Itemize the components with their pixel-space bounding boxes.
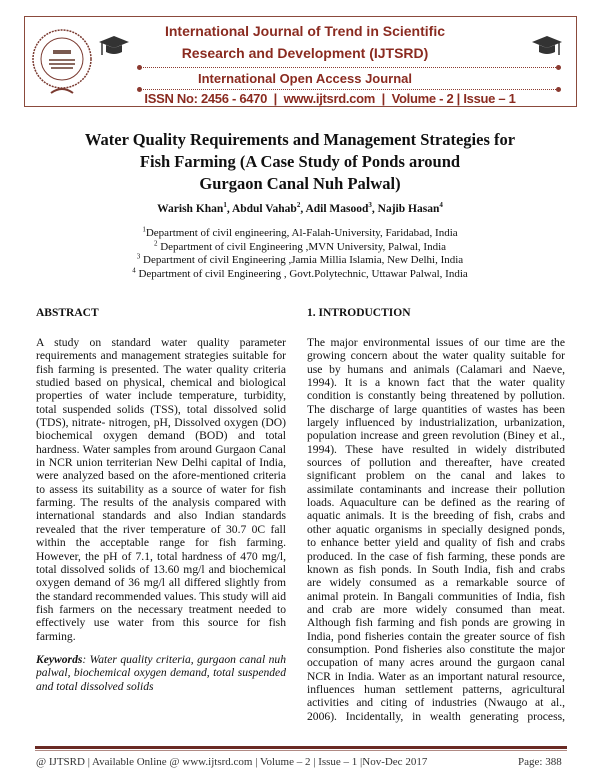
text-line: in NCR union territerian New Delhi capital of India, bbox=[36, 456, 286, 470]
text-line: 1994). These have resulted in widely distributed bbox=[307, 442, 565, 456]
author: Adil Masood bbox=[305, 203, 369, 215]
text-line: farming. bbox=[36, 629, 76, 643]
paper-title bbox=[20, 129, 580, 195]
introduction-heading: 1. INTRODUCTION bbox=[307, 307, 411, 319]
affiliation bbox=[40, 265, 560, 282]
title-line: Water Quality Requirements and Management Strategies for bbox=[84, 130, 516, 149]
author-sup: 4 bbox=[439, 201, 443, 210]
affiliation-sup: 2 bbox=[153, 238, 158, 247]
text-line: assimilate contaminants and increase their pollution bbox=[307, 482, 565, 496]
title-line: Gurgaon Canal Nuh Palwal) bbox=[199, 174, 401, 193]
affiliation-text: Department of civil engineering, Al-Falah-University, Faridabad, India bbox=[145, 227, 458, 239]
author: Abdul Vahab bbox=[231, 203, 297, 215]
text-line: growing concern about the water quality suitable for bbox=[307, 349, 565, 363]
divider bbox=[140, 67, 558, 68]
text-line: However, the pH of 7.1, total hardness of 470 mg/l, bbox=[36, 549, 286, 563]
text-line: were analyzed based on the afore-mentioned criteria bbox=[36, 469, 286, 483]
text-line: studied based on physical, chemical and biological bbox=[36, 376, 286, 390]
text-line: hardness. Water samples from around Gurgaon Canal bbox=[36, 442, 286, 456]
affiliation-sup: 3 bbox=[136, 252, 141, 261]
keywords-text: : Water quality criteria, gurgaon canal nuh bbox=[82, 653, 286, 666]
abstract-body bbox=[36, 336, 286, 643]
text-line: within the acceptable range for fish farming. bbox=[36, 536, 286, 550]
text-line: The discharge of large quantities of wastes has been bbox=[307, 402, 565, 416]
issn-line: ISSN No: 2456 - 6470 | www.ijtsrd.com | Volume - 2 | Issue – 1 bbox=[144, 91, 516, 106]
text-line: population increase and green revolution (Biney et al., bbox=[307, 429, 565, 443]
text-line: effectively use water from this source for fish bbox=[36, 616, 286, 630]
text-line: (TDS), nitrate- nitrogen, pH, Dissolved oxygen (DO) bbox=[36, 416, 286, 430]
text-line: other aquatic organisms in specially designed ponds, bbox=[307, 522, 565, 536]
author-sup: 3 bbox=[368, 201, 372, 210]
text-line: total dissolved solids of 13.60 mg/l and biochemical bbox=[36, 562, 286, 576]
journal-name-line2: Research and Development (IJTSRD) bbox=[181, 45, 429, 61]
text-line: produced. In the case of fish farming, these ponds are bbox=[307, 549, 565, 563]
affiliation-sup: 1 bbox=[142, 225, 146, 234]
journal-name-line1: International Journal of Trend in Scientific bbox=[164, 23, 446, 39]
keywords-line bbox=[36, 653, 286, 666]
affiliation-sup: 4 bbox=[132, 265, 136, 274]
text-line: total suspended solids (TSS), total dissolved solid bbox=[36, 402, 286, 416]
text-line: A study on standard water quality parameter bbox=[36, 336, 286, 349]
author-list: Warish Khan$^1$, Abdul Vahab$^2$, Adil Masood$^3$, Najib Hasan$^4$ bbox=[157, 201, 443, 215]
text-line: known as fish ponds. In South India, fish and crabs bbox=[307, 562, 565, 576]
author: Najib Hasan bbox=[377, 203, 440, 215]
footer-rule bbox=[35, 746, 567, 749]
abstract-heading: ABSTRACT bbox=[36, 307, 99, 319]
text-line: The major environmental issues of our time are the bbox=[307, 336, 565, 349]
text-line: India, pond fisheries contain the greater source of fish bbox=[307, 629, 565, 643]
text-line: loads. Aquaculture can be defined as the rearing of bbox=[307, 496, 565, 510]
text-line: animal protein. In Bangali communities of India, fish bbox=[307, 589, 565, 603]
author-sup: 1 bbox=[223, 201, 227, 210]
open-access-label: International Open Access Journal bbox=[197, 71, 413, 86]
text-line: to assess its suitability as a source of water for fish bbox=[36, 482, 286, 496]
affiliation bbox=[40, 227, 560, 241]
text-line: biochemical oxygen demand (BOD) and total bbox=[36, 429, 286, 443]
footer-rule bbox=[35, 750, 567, 751]
affiliation bbox=[40, 238, 560, 255]
text-line: the standard recommended values. This study will aid bbox=[36, 589, 286, 603]
text-line: requirements and management strategies suitable for bbox=[36, 349, 286, 363]
text-line: farming. The results of the analysis compared with bbox=[36, 496, 286, 510]
text-line: consumption. Pond fisheries also constitute the major bbox=[307, 642, 565, 656]
affiliation bbox=[40, 254, 560, 268]
page-number: Page: 388 bbox=[518, 756, 562, 768]
text-line: activities and citing of industries (Nwaugo at al., bbox=[307, 696, 565, 710]
text-line: significant problem on the canal and lakes to bbox=[307, 469, 565, 483]
text-line: influences human settlement patterns, agricultural bbox=[307, 682, 565, 696]
keywords bbox=[36, 653, 286, 693]
text-line: oxygen demand of 36 mg/l all differed slightly from bbox=[36, 576, 286, 590]
text-line: NCR in India. Water as an important natural resource, bbox=[307, 669, 565, 683]
divider bbox=[140, 89, 558, 90]
text-line: revealed that the river temperature of 30.7 0C fall bbox=[36, 522, 286, 536]
text-line: aquatic animals. It is the breeding of fish, crabs and bbox=[307, 509, 565, 523]
title-line: Fish Farming (A Case Study of Ponds around bbox=[139, 152, 461, 171]
text-line: fish farming is presented. The water quality criteria bbox=[36, 362, 286, 376]
keywords-label: Keywords bbox=[36, 653, 83, 666]
text-line: properties of water include temperature, turbidity, bbox=[36, 389, 286, 403]
affiliation-text: Department of civil Engineering , Govt.Polytechnic, Uttawar Palwal, India bbox=[135, 267, 468, 280]
footer-text: @ IJTSRD | Available Online @ www.ijtsrd.com | Volume – 2 | Issue – 1 |Nov-Dec 2017 bbox=[36, 756, 428, 768]
text-line: occupation of many acres around the gurgaon canal bbox=[307, 656, 565, 670]
text-line: sources of pollution and thereafter, have created bbox=[307, 456, 565, 470]
author: Warish Khan bbox=[157, 203, 224, 215]
text-line: to enhance better yield and quality of fish and crabs bbox=[307, 536, 565, 550]
journal-seal-logo bbox=[31, 21, 93, 101]
text-line: international standards and also Indian standards bbox=[36, 509, 286, 523]
keywords-line: and total dissolved solids bbox=[36, 679, 154, 693]
affiliation-text: Department of civil Engineering ,MVN University, Palwal, India bbox=[157, 240, 447, 253]
text-line: largely influenced by industrialization, urbanization, bbox=[307, 416, 565, 430]
author-sup: 2 bbox=[296, 201, 301, 210]
text-line: 1994). It is a known fact that the water quality bbox=[307, 376, 565, 390]
text-line: and crab are more widely consumed than meat. bbox=[307, 602, 565, 616]
text-line: 2006). Incidentally, in wealth generating process, bbox=[307, 709, 565, 723]
text-line: condition is constantly being threatened by pollution. bbox=[307, 389, 565, 403]
graduation-cap-icon bbox=[530, 33, 564, 59]
text-line: are widely consumed as a remarkable source of bbox=[307, 576, 565, 590]
introduction-body bbox=[307, 336, 565, 723]
text-line: use by humans and animals (Calamari and Naeve, bbox=[307, 362, 565, 376]
affiliations bbox=[40, 227, 560, 281]
text-line: fish farmers on the necessary treatment needed to bbox=[36, 602, 286, 616]
keywords-line: palwal, biochemical oxygen demand, total suspended bbox=[36, 666, 286, 680]
affiliation-text: Department of civil Engineering ,Jamia Millia Islamia, New Delhi, India bbox=[140, 254, 464, 266]
text-line: Although fish farming and fish ponds are growing in bbox=[307, 616, 565, 630]
journal-header bbox=[24, 16, 577, 107]
